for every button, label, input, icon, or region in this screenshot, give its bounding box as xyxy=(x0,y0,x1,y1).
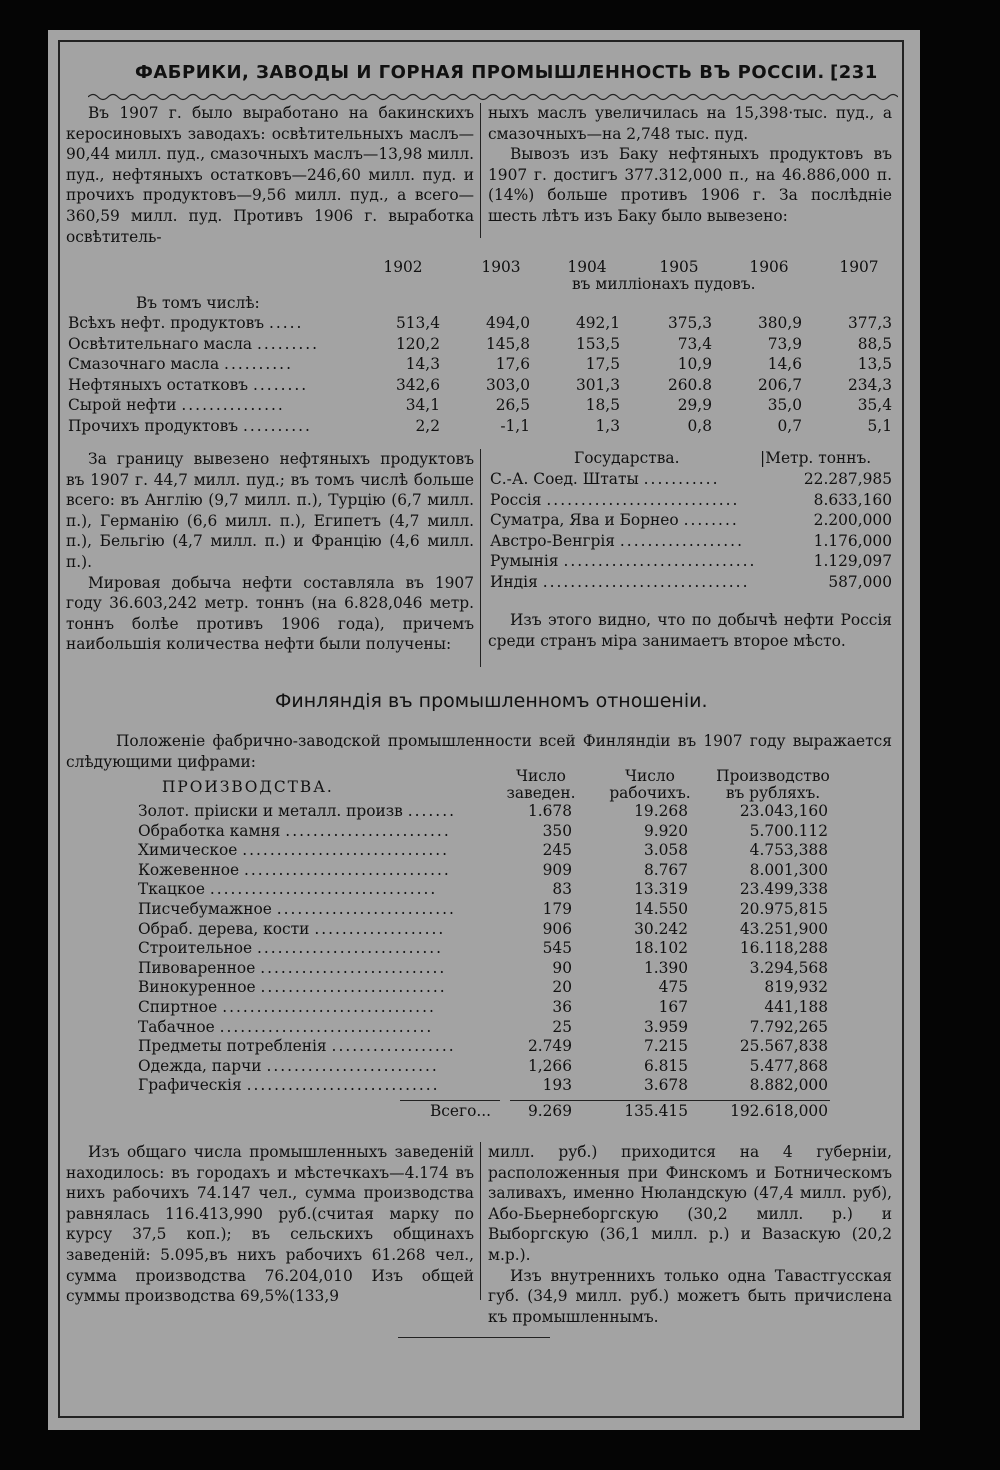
country-leader-dots: ........ xyxy=(683,511,739,529)
finland-cell-work: 167 xyxy=(658,998,688,1016)
finland-row-label-text: Предметы потребленія xyxy=(138,1037,327,1056)
country-name: Россія xyxy=(490,490,542,509)
finland-cell-est: 25 xyxy=(552,1017,572,1036)
total-label-text: Всего xyxy=(430,1102,477,1120)
country-leader-dots: .................. xyxy=(619,531,744,550)
finland-cell-out: 20.975,815 xyxy=(739,900,828,918)
export-row-label xyxy=(68,314,303,332)
finland-row-label xyxy=(138,841,498,859)
finland-row-leader-dots: .............................. xyxy=(244,860,451,879)
finland-row-label-text: Писчебумажное xyxy=(138,900,272,918)
export-cell-1904: 492,1 xyxy=(575,314,620,332)
finland-cell-out: 43.251,900 xyxy=(739,919,828,938)
mid-conclusion xyxy=(488,610,892,651)
export-cell-1904: 18,5 xyxy=(585,396,620,414)
finland-cell-est: 193 xyxy=(542,1076,572,1095)
finland-row-label-text: Пивоваренное xyxy=(138,958,256,977)
export-row-label-text: Освѣтительнаго масла xyxy=(68,334,253,353)
column-divider-bottom xyxy=(480,1142,481,1300)
finland-cell-work: 3.678 xyxy=(643,1076,688,1095)
finland-cell-out: 5.700.112 xyxy=(749,821,828,840)
export-cell-1904: 153,5 xyxy=(575,334,620,353)
country-tons: 8.633,160 xyxy=(813,490,892,509)
country-name: Австро-Венгрія xyxy=(490,531,615,550)
finland-intro-text: Положеніе фабрично-заводской промышленности всей Финляндіи въ 1907 году выражается слѣдующими цифрами: xyxy=(66,732,892,771)
finland-cell-est: 1,266 xyxy=(527,1056,572,1075)
finland-cell-out: 7.792,265 xyxy=(749,1017,828,1036)
tons-header-text: Метр. тоннъ. xyxy=(765,449,872,467)
countries-header: Государства. xyxy=(574,449,680,467)
finland-row-label xyxy=(138,1057,498,1075)
finland-row-leader-dots: ......................... xyxy=(266,1056,439,1075)
finland-header-establishments xyxy=(500,768,582,802)
finland-cell-est: 909 xyxy=(542,860,572,879)
page-number: [231 xyxy=(830,62,878,83)
country-row-label xyxy=(490,511,790,529)
finland-row-label-text: Золот. пріиски и металл. произв xyxy=(138,802,403,820)
finland-row-leader-dots: ........................... xyxy=(260,978,447,997)
finland-cell-out: 23.499,338 xyxy=(739,880,828,899)
finland-row-leader-dots: ................... xyxy=(314,919,446,938)
intro-right-column xyxy=(488,103,892,227)
export-year-1907: 1907 xyxy=(839,258,879,276)
header-work-line-2: рабочихъ. xyxy=(609,784,691,802)
intro-right-paragraph-1: ныхъ маслъ увеличилась на 15,398·тыс. пуд., а смазочныхъ—на 2,748 тыс. пуд. xyxy=(488,104,892,143)
finland-cell-out: 16.118,288 xyxy=(739,939,828,958)
column-divider-top xyxy=(480,103,481,238)
finland-cell-out: 5.477,868 xyxy=(749,1056,828,1075)
export-row-leader-dots: ............... xyxy=(181,396,285,414)
export-year-1905: 1905 xyxy=(659,258,699,276)
export-cell-1905: 375,3 xyxy=(667,314,712,332)
export-cell-1904: 17,5 xyxy=(585,355,620,373)
finland-cell-out: 8.882,000 xyxy=(749,1076,828,1095)
export-row-leader-dots: ........ xyxy=(253,375,309,394)
finland-row-label xyxy=(138,861,498,879)
export-cell-1905: 0,8 xyxy=(687,416,712,435)
finland-row-leader-dots: ........................... xyxy=(256,939,444,958)
finland-row-leader-dots: ........................... xyxy=(260,958,447,977)
finland-cell-out: 23.043,160 xyxy=(739,802,828,820)
finland-cell-est: 245 xyxy=(542,841,572,860)
country-tons: 587,000 xyxy=(828,572,892,591)
mid-conclusion-text: Изъ этого видно, что по добычѣ нефти Россія среди странъ міра занимаетъ второе мѣсто. xyxy=(488,611,892,650)
export-cell-1907: 13,5 xyxy=(857,355,892,373)
finland-cell-est: 179 xyxy=(542,900,572,918)
country-leader-dots: ............................ xyxy=(546,490,740,509)
finland-row-label xyxy=(138,822,498,840)
finland-row-label-text: Спиртное xyxy=(138,998,218,1016)
finland-row-label-text: Химическое xyxy=(138,841,238,860)
finland-cell-work: 6.815 xyxy=(643,1056,688,1075)
finland-cell-out: 441,188 xyxy=(764,998,828,1016)
finland-row-leader-dots: ....... xyxy=(407,802,456,820)
finland-row-label xyxy=(138,802,498,820)
export-row-leader-dots: ..... xyxy=(268,314,304,332)
export-cell-1905: 10,9 xyxy=(677,355,712,373)
export-cell-1905: 260.8 xyxy=(667,375,712,394)
export-year-1904: 1904 xyxy=(567,258,607,276)
finland-cell-work: 3.959 xyxy=(643,1017,688,1036)
country-name: Суматра, Ява и Борнео xyxy=(490,511,679,529)
finland-row-leader-dots: .............................. xyxy=(242,841,450,860)
finland-title: Финляндія въ промышленномъ отношеніи. xyxy=(275,690,708,712)
export-cell-1907: 5,1 xyxy=(867,416,892,435)
closing-left-column xyxy=(66,1142,474,1307)
intro-left-paragraph: Въ 1907 г. было выработано на бакинскихъ керосиновыхъ заводахъ: освѣтительныхъ маслъ—90,44 милл. пуд., смазочныхъ маслъ—13,98 милл. пуд., нефтяныхъ остатковъ—246,60 милл. пуд. и прочихъ продуктовъ—9,56 милл. пуд., а всего—360,59 милл. пуд. Противъ 1906 г. выработка освѣтитель- xyxy=(66,104,474,246)
finland-cell-work: 30.242 xyxy=(634,919,688,938)
export-cell-1903: 17,6 xyxy=(495,355,530,373)
finland-cell-work: 475 xyxy=(658,978,688,997)
country-row-label xyxy=(490,532,790,550)
finland-row-label xyxy=(138,880,498,898)
column-divider-mid xyxy=(480,449,481,667)
country-tons: 1.129,097 xyxy=(813,552,892,570)
export-cell-1906: 35,0 xyxy=(767,396,802,414)
header-out-line-1: Производство xyxy=(716,767,830,785)
export-cell-1902: 342,6 xyxy=(395,375,440,394)
finland-row-leader-dots: ............................... xyxy=(219,1017,434,1036)
closing-right-paragraph-1: милл. руб.) приходится на 4 губерніи, расположенныя при Финскомъ и Ботническомъ заливахъ, именно Нюландскую (47,4 милл. руб), Або-Бьернеборгскую (30,2 милл. р.) и Выборгскую (36,1 милл. р.) и Вазаскую (20,2 м.р.). xyxy=(488,1143,892,1264)
closing-left-paragraph: Изъ общаго числа промышленныхъ заведеній находилось: въ городахъ и мѣстечкахъ—4.174 въ нихъ рабочихъ 74.147 чел., сумма производства равнялась 116.413,990 руб.(считая марку по курсу 37,5 коп.); въ сельскихъ общинахъ заведеній: 5.095,въ нихъ рабочихъ 61.268 чел., сумма производства 76.204,010 Изъ общей суммы производства 69,5%(133,9 xyxy=(66,1143,474,1306)
finland-cell-out: 8.001,300 xyxy=(749,860,828,879)
export-cell-1902: 2,2 xyxy=(415,416,440,435)
finland-cell-est: 350 xyxy=(542,821,572,840)
export-cell-1902: 120,2 xyxy=(395,334,440,353)
finland-cell-work: 3.058 xyxy=(643,841,688,860)
finland-row-label xyxy=(138,920,498,938)
finland-row-label xyxy=(138,900,498,918)
export-cell-1906: 206,7 xyxy=(757,375,802,394)
export-cell-1903: 145,8 xyxy=(485,334,530,353)
finland-row-leader-dots: ................................. xyxy=(209,880,438,899)
finland-intro xyxy=(66,731,892,772)
export-cell-1906: 14,6 xyxy=(767,355,802,373)
finland-cell-est: 2.749 xyxy=(527,1037,572,1056)
export-cell-1902: 513,4 xyxy=(395,314,440,332)
finland-cell-work: 18.102 xyxy=(634,939,688,958)
finland-row-label xyxy=(138,1037,498,1055)
finland-row-label xyxy=(138,939,498,957)
export-year-1902: 1902 xyxy=(383,258,423,276)
export-row-leader-dots: ......... xyxy=(257,334,320,353)
export-year-1903: 1903 xyxy=(481,258,521,276)
finland-row-label-text: Кожевенное xyxy=(138,860,240,879)
export-cell-1903: -1,1 xyxy=(500,416,530,435)
running-header xyxy=(60,60,900,94)
country-name: Индія xyxy=(490,572,538,591)
export-cell-1902: 14,3 xyxy=(405,355,440,373)
export-cell-1906: 0,7 xyxy=(777,416,802,435)
mid-left-paragraph-1: За границу вывезено нефтяныхъ продуктовъ въ 1907 г. 44,7 милл. пуд.; въ томъ числѣ больше всего: въ Англію (9,7 милл. п.), Турцію (6,7 милл. п.), Германію (6,6 милл. п.), Египетъ (4,7 милл. п.), Бельгію (4,7 милл. п.) и Францію (4,6 милл. п.). xyxy=(66,450,474,571)
finland-header-output xyxy=(708,768,838,802)
export-cell-1905: 73,4 xyxy=(677,334,712,353)
country-leader-dots: ............................ xyxy=(563,552,757,570)
country-tons: 1.176,000 xyxy=(813,531,892,550)
closing-right-paragraph-2: Изъ внутреннихъ только одна Тавастгусская губ. (34,9 милл. руб.) можетъ быть причислена къ промышленнымъ. xyxy=(488,1266,892,1326)
finland-header-production: ПРОИЗВОДСТВА. xyxy=(162,778,334,796)
country-name: С.-А. Соед. Штаты xyxy=(490,470,639,488)
country-row-label xyxy=(490,470,790,488)
finland-total-establishments: 9.269 xyxy=(527,1102,572,1120)
finland-row-leader-dots: ............................ xyxy=(246,1076,440,1095)
finland-cell-work: 13.319 xyxy=(634,880,688,899)
export-cell-1907: 88,5 xyxy=(857,334,892,353)
finland-row-label-text: Табачное xyxy=(138,1017,215,1036)
country-row-label xyxy=(490,573,790,591)
intro-right-paragraph-2: Вывозъ изъ Баку нефтяныхъ продуктовъ въ 1907 г. достигъ 377.312,000 п., на 46.886,000 п. (14%) больше противъ 1906 г. За послѣдніе шесть лѣтъ изъ Баку было вывезено: xyxy=(488,145,892,225)
mid-left-paragraph-2: Мировая добыча нефти составляла въ 1907 году 36.603,242 метр. тоннъ (на 6.828,046 метр. тоннъ болѣе противъ 1906 года), причемъ наибольшія количества нефти были получены: xyxy=(66,573,474,654)
export-cell-1905: 29,9 xyxy=(677,396,712,414)
export-row-label-text: Всѣхъ нефт. продуктовъ xyxy=(68,314,265,332)
country-row-label xyxy=(490,552,790,570)
header-est-line-2: заведен. xyxy=(506,784,576,802)
finland-cell-est: 83 xyxy=(552,880,572,899)
finland-row-label-text: Ткацкое xyxy=(138,880,205,899)
header-est-line-1: Число xyxy=(516,767,566,785)
finland-cell-work: 14.550 xyxy=(634,900,688,918)
finland-cell-out: 819,932 xyxy=(764,978,828,997)
finland-row-label xyxy=(138,1018,498,1036)
total-rule-values xyxy=(510,1100,830,1101)
finland-row-label xyxy=(138,1076,498,1094)
finland-cell-est: 906 xyxy=(542,919,572,938)
export-row-label-text: Смазочнаго масла xyxy=(68,355,220,373)
export-cell-1902: 34,1 xyxy=(405,396,440,414)
header-work-line-1: Число xyxy=(625,767,675,785)
country-leader-dots: ........... xyxy=(643,470,720,488)
finland-row-label xyxy=(138,978,498,996)
footer-rule xyxy=(398,1337,550,1338)
finland-cell-out: 25.567,838 xyxy=(739,1037,828,1056)
finland-row-leader-dots: .......................... xyxy=(276,900,456,918)
export-unit: въ милліонахъ пудовъ. xyxy=(572,275,756,293)
export-cell-1903: 494,0 xyxy=(485,314,530,332)
export-row-label-text: Прочихъ продуктовъ xyxy=(68,416,239,435)
total-label-dots: ... xyxy=(476,1102,492,1120)
export-row-label xyxy=(68,417,312,435)
export-cell-1904: 301,3 xyxy=(575,375,620,394)
finland-cell-est: 20 xyxy=(552,978,572,997)
finland-row-label-text: Обработка камня xyxy=(138,821,281,840)
export-row-label xyxy=(68,396,285,414)
export-year-1906: 1906 xyxy=(749,258,789,276)
export-row-label-text: Нефтяныхъ остатковъ xyxy=(68,375,249,394)
country-tons: 22.287,985 xyxy=(803,470,892,488)
finland-total-label xyxy=(430,1102,491,1120)
export-row-label xyxy=(68,376,308,394)
finland-cell-out: 4.753,388 xyxy=(749,841,828,860)
finland-cell-out: 3.294,568 xyxy=(749,958,828,977)
finland-header-workers xyxy=(600,768,700,802)
export-row-label-text: Сырой нефти xyxy=(68,396,177,414)
finland-row-label-text: Обраб. дерева, кости xyxy=(138,919,310,938)
finland-cell-work: 19.268 xyxy=(634,802,688,820)
finland-row-label xyxy=(138,998,498,1016)
finland-cell-work: 7.215 xyxy=(643,1037,688,1056)
finland-total-workers: 135.415 xyxy=(624,1102,688,1120)
finland-cell-est: 545 xyxy=(542,939,572,958)
closing-right-column xyxy=(488,1142,892,1327)
header-wavy-rule xyxy=(88,92,898,102)
export-cell-1903: 303,0 xyxy=(485,375,530,394)
country-row-label xyxy=(490,491,790,509)
export-row-leader-dots: .......... xyxy=(243,416,312,435)
export-cell-1906: 380,9 xyxy=(757,314,802,332)
country-tons: 2.200,000 xyxy=(813,511,892,529)
export-subheader: Въ томъ числѣ: xyxy=(136,294,260,312)
finland-row-label-text: Одежда, парчи xyxy=(138,1056,262,1075)
header-title: ФАБРИКИ, ЗАВОДЫ И ГОРНАЯ ПРОМЫШЛЕННОСТЬ ВЪ РОССІИ. xyxy=(135,62,825,83)
finland-cell-work: 1.390 xyxy=(643,958,688,977)
export-cell-1907: 234,3 xyxy=(847,375,892,394)
finland-cell-est: 90 xyxy=(552,958,572,977)
total-rule-label xyxy=(400,1100,500,1101)
finland-cell-work: 8.767 xyxy=(643,860,688,879)
finland-row-leader-dots: .................. xyxy=(331,1037,456,1056)
intro-left-column xyxy=(66,103,474,247)
export-cell-1903: 26,5 xyxy=(495,396,530,414)
finland-cell-est: 1.678 xyxy=(527,802,572,820)
export-cell-1904: 1,3 xyxy=(595,416,620,435)
finland-row-leader-dots: ............................... xyxy=(222,998,436,1016)
export-cell-1907: 35,4 xyxy=(857,396,892,414)
export-row-label xyxy=(68,335,319,353)
country-leader-dots: .............................. xyxy=(542,572,750,591)
finland-cell-est: 36 xyxy=(552,998,572,1016)
finland-cell-work: 9.920 xyxy=(643,821,688,840)
header-out-line-2: въ рубляхъ. xyxy=(725,784,821,802)
export-row-leader-dots: .......... xyxy=(224,355,293,373)
country-name: Румынія xyxy=(490,552,559,570)
tons-header: |Метр. тоннъ. xyxy=(760,449,872,467)
finland-row-leader-dots: ........................ xyxy=(285,821,451,840)
export-row-label xyxy=(68,355,293,373)
finland-row-label-text: Винокуренное xyxy=(138,978,256,997)
export-cell-1907: 377,3 xyxy=(847,314,892,332)
finland-row-label xyxy=(138,959,498,977)
mid-left-column xyxy=(66,449,474,655)
finland-row-label-text: Строительное xyxy=(138,939,253,958)
finland-row-label-text: Графическія xyxy=(138,1076,242,1095)
finland-total-output: 192.618,000 xyxy=(730,1102,828,1120)
export-cell-1906: 73,9 xyxy=(767,334,802,353)
